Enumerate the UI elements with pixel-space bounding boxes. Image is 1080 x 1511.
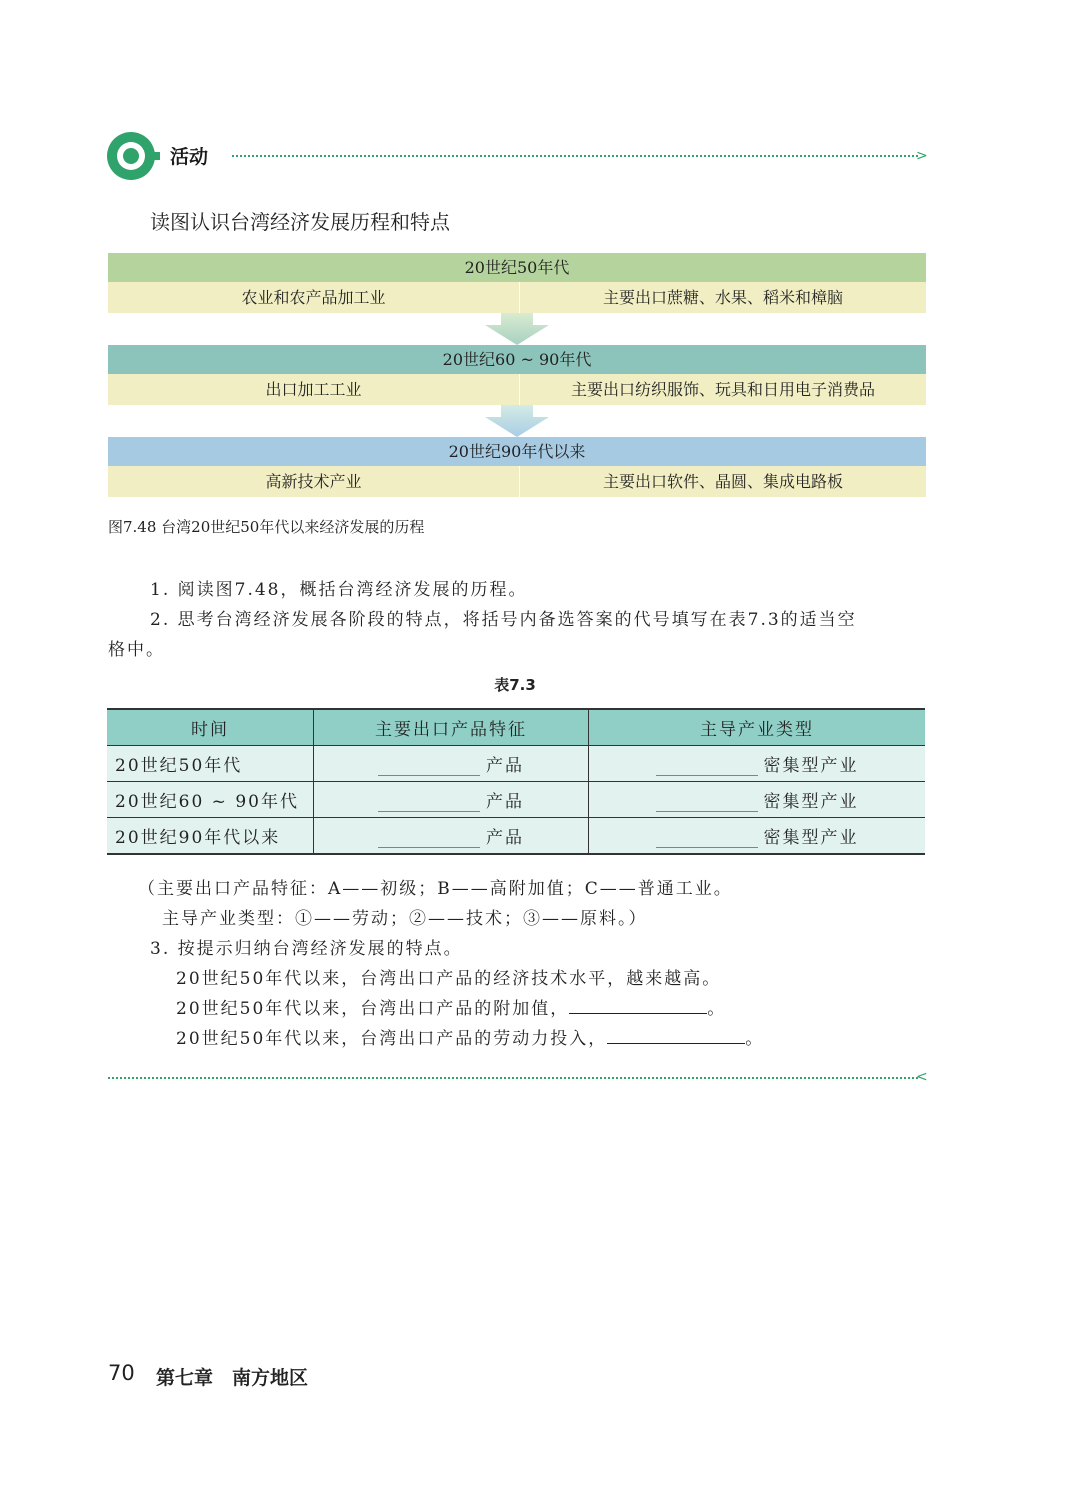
product-cell <box>314 782 589 818</box>
hint-line-1: 20世纪50年代以来，台湾出口产品的经济技术水平，越来越高。 <box>176 969 722 989</box>
industry-cell <box>589 818 926 855</box>
stage-industry: 农业和农产品加工业 <box>108 282 520 313</box>
activity-subtitle: 读图认识台湾经济发展历程和特点 <box>150 210 450 234</box>
stage-period: 20世纪50年代 <box>108 253 926 282</box>
stage-row <box>108 374 926 405</box>
stage-exports: 主要出口蔗糖、水果、稻米和樟脑 <box>602 288 843 307</box>
product-suffix: 产品 <box>486 792 524 812</box>
chevron-right-icon: > <box>916 148 928 164</box>
down-arrow-icon <box>108 313 926 345</box>
table-row <box>107 782 925 818</box>
industry-suffix: 密集型产业 <box>763 792 859 812</box>
stage-period: 20世纪90年代以来 <box>108 437 926 466</box>
stage-industry: 高新技术产业 <box>108 466 520 497</box>
row-time: 20世纪90年代以来 <box>107 818 314 855</box>
table-7-3 <box>107 708 925 855</box>
hint-line-3 <box>176 1024 764 1049</box>
end-mark: 。 <box>745 1029 765 1049</box>
answer-blank[interactable] <box>378 757 480 776</box>
stage-row <box>108 466 926 497</box>
hint-line-2-text: 20世纪50年代以来，台湾出口产品的附加值， <box>176 999 570 1019</box>
industry-cell <box>589 746 926 782</box>
bottom-dotted-divider <box>108 1077 918 1079</box>
industry-cell <box>589 782 926 818</box>
industry-suffix: 密集型产业 <box>763 756 859 776</box>
column-header-industry: 主导产业类型 <box>589 709 926 746</box>
question-2 <box>108 605 926 665</box>
answer-blank[interactable] <box>656 757 758 776</box>
row-time: 20世纪50年代 <box>107 746 314 782</box>
table-row <box>107 818 925 855</box>
question-2-line-2: 格中。 <box>108 640 165 660</box>
activity-ring-icon <box>104 128 160 184</box>
hint-line-2 <box>176 994 726 1019</box>
answer-options-product: （主要出口产品特征：A——初级；B——高附加值；C——普通工业。 <box>138 879 733 899</box>
down-arrow-icon <box>108 405 926 437</box>
activity-title: 活动 <box>170 146 209 168</box>
stage-industry: 出口加工工业 <box>108 374 520 405</box>
industry-suffix: 密集型产业 <box>763 828 859 848</box>
question-1: 1. 阅读图7.48，概括台湾经济发展的历程。 <box>150 580 528 600</box>
answer-blank[interactable] <box>378 829 480 848</box>
product-cell <box>314 818 589 855</box>
economic-development-flow <box>108 253 926 497</box>
column-header-product: 主要出口产品特征 <box>314 709 589 746</box>
table-title: 表7.3 <box>494 676 536 694</box>
table-row <box>107 746 925 782</box>
figure-caption: 图7.48 台湾20世纪50年代以来经济发展的历程 <box>108 518 425 536</box>
answer-options-industry: 主导产业类型：①——劳动；②——技术；③——原料。） <box>162 909 648 929</box>
page-number: 70 <box>108 1361 135 1385</box>
product-suffix: 产品 <box>486 828 524 848</box>
question-2-line-1: 2. 思考台湾经济发展各阶段的特点，将括号内备选答案的代号填写在表7.3的适当空 <box>150 610 857 630</box>
row-time: 20世纪60 ~ 90年代 <box>107 782 314 818</box>
chevron-left-icon: < <box>916 1069 928 1085</box>
column-header-time: 时间 <box>107 709 314 746</box>
end-mark: 。 <box>707 999 727 1019</box>
stage-row <box>108 282 926 313</box>
answer-blank[interactable] <box>656 829 758 848</box>
product-suffix: 产品 <box>486 756 524 776</box>
stage-exports: 主要出口纺织服饰、玩具和日用电子消费品 <box>570 380 875 399</box>
stage-period: 20世纪60 ~ 90年代 <box>108 345 926 374</box>
chapter-title: 第七章 南方地区 <box>156 1367 309 1389</box>
answer-blank[interactable] <box>378 793 480 812</box>
stage-exports: 主要出口软件、晶圆、集成电路板 <box>602 472 843 491</box>
answer-blank[interactable] <box>607 1027 745 1044</box>
top-dotted-divider <box>232 155 918 157</box>
question-3: 3. 按提示归纳台湾经济发展的特点。 <box>150 939 463 959</box>
product-cell <box>314 746 589 782</box>
answer-blank[interactable] <box>569 997 707 1014</box>
answer-blank[interactable] <box>656 793 758 812</box>
hint-line-3-text: 20世纪50年代以来，台湾出口产品的劳动力投入， <box>176 1029 608 1049</box>
